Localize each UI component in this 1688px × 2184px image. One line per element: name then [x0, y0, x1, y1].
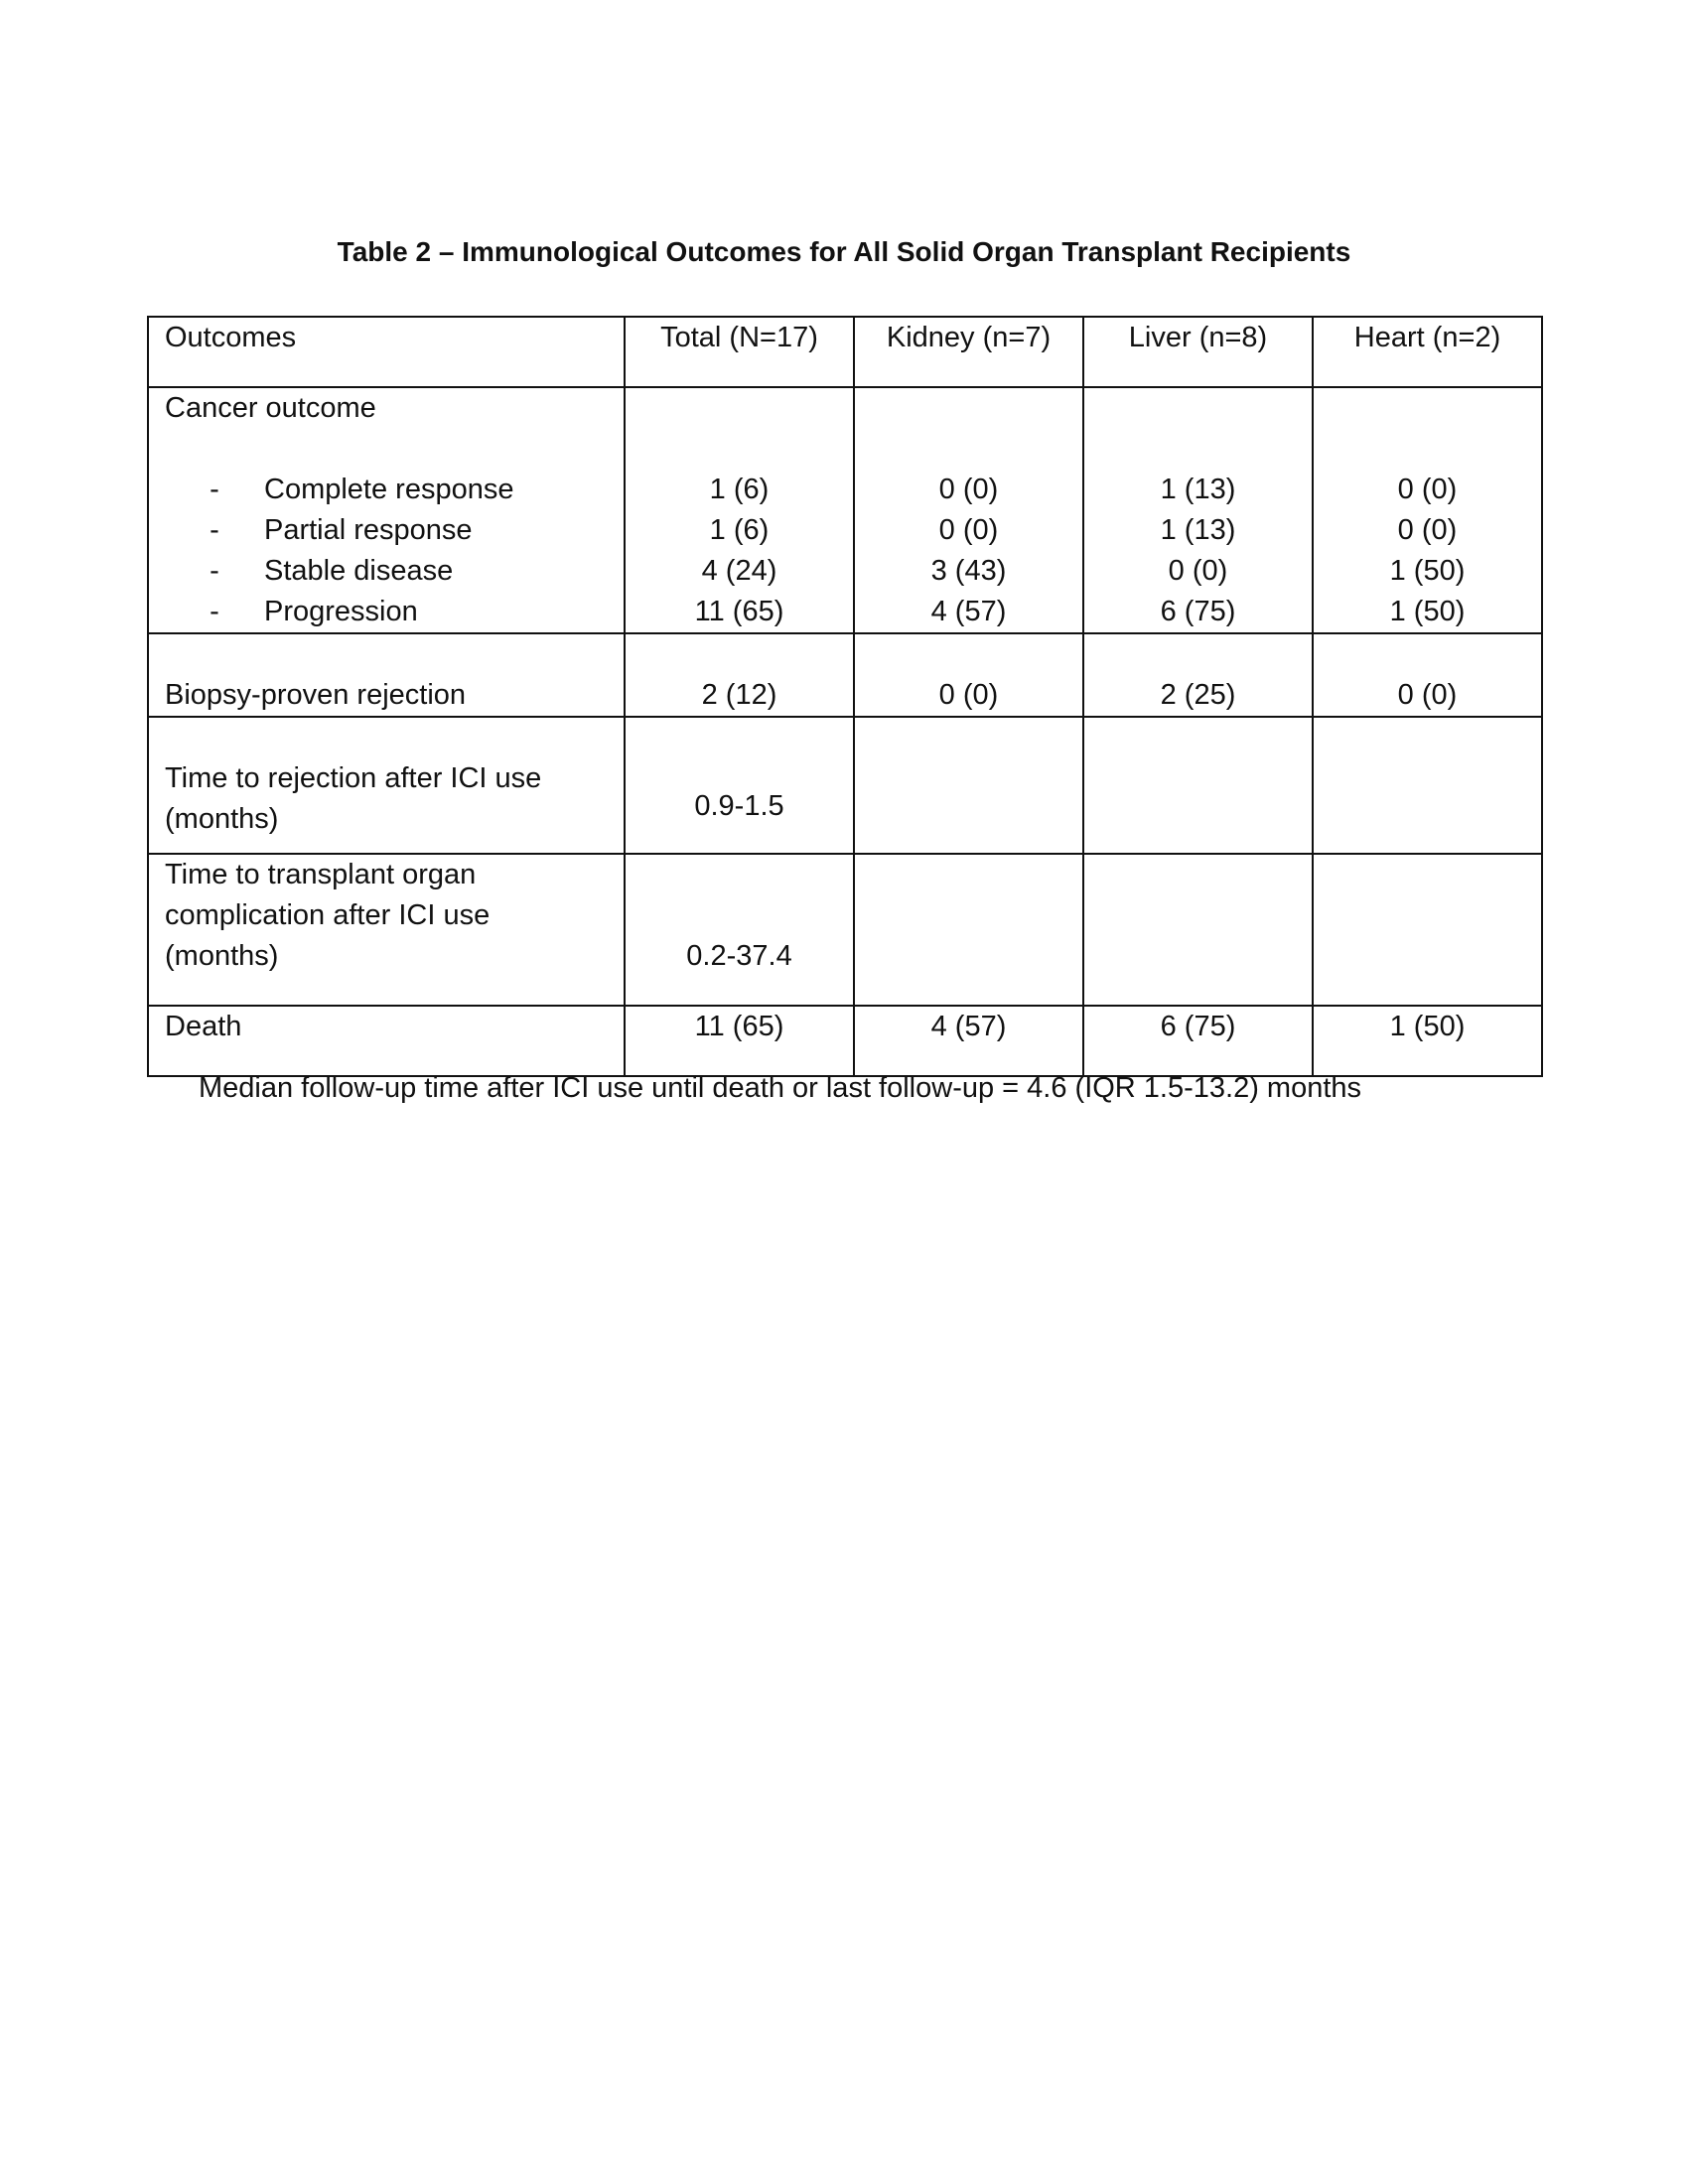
table-cell: 0 (0) [1397, 514, 1458, 546]
table-cell: 0 (0) [1168, 555, 1228, 587]
outcomes-table [147, 316, 1543, 1077]
table-cell: 1 (13) [1160, 514, 1236, 546]
rejection-time-label-line1: Time to rejection after ICI use [165, 762, 542, 794]
progression-label: Progression [264, 596, 418, 627]
table-cell: 2 (25) [1160, 679, 1236, 711]
rejection-time-label-cell [148, 717, 625, 854]
rejection-time-label-line2: (months) [165, 803, 279, 835]
header-outcomes: Outcomes [148, 317, 625, 387]
list-item [165, 592, 624, 632]
table-cell: 1 (50) [1389, 555, 1466, 587]
list-dash: - [210, 596, 219, 627]
list-item [165, 510, 624, 551]
table-cell-empty [1313, 717, 1542, 854]
table-cell: 1 (50) [1313, 1006, 1542, 1076]
stable-disease-label: Stable disease [264, 555, 454, 587]
complete-response-label: Complete response [264, 474, 514, 505]
header-heart: Heart (n=2) [1313, 317, 1542, 387]
list-dash: - [210, 474, 219, 505]
table-cell: 1 (6) [709, 474, 770, 505]
list-item [165, 551, 624, 592]
table-cell: 0 (0) [938, 514, 999, 546]
table-title: Table 2 – Immunological Outcomes for All Solid Organ Transplant Recipients [337, 236, 1351, 267]
complication-time-label-line1: Time to transplant organ [165, 859, 477, 890]
table-cell: 4 (57) [854, 1006, 1083, 1076]
table-cell: 3 (43) [930, 555, 1007, 587]
cancer-outcome-label-cell [148, 387, 625, 633]
rejection-time-total: 0.9-1.5 [694, 790, 784, 822]
rejection-time-row [148, 717, 1542, 854]
table-cell: 1 (6) [709, 514, 770, 546]
table-cell: 4 (24) [701, 555, 777, 587]
list-item [165, 470, 624, 510]
table-cell: 0 (0) [1397, 474, 1458, 505]
table-cell: 1 (13) [1160, 474, 1236, 505]
table-cell-empty [1083, 854, 1313, 1006]
table-footnote: Median follow-up time after ICI use until death or last follow-up = 4.6 (IQR 1.5-13.2) months [199, 1072, 1362, 1104]
list-dash: - [210, 514, 219, 546]
biopsy-rejection-row [148, 633, 1542, 717]
table-cell-empty [854, 717, 1083, 854]
header-total: Total (N=17) [625, 317, 854, 387]
cancer-outcome-total-cell [625, 387, 854, 633]
table-header-row [148, 317, 1542, 387]
cancer-outcome-liver-cell [1083, 387, 1313, 633]
complication-time-row [148, 854, 1542, 1006]
cancer-outcome-heart-cell [1313, 387, 1542, 633]
biopsy-label: Biopsy-proven rejection [165, 679, 467, 711]
table-cell: 0 (0) [1397, 679, 1458, 711]
table-cell-empty [1083, 717, 1313, 854]
table-cell: 11 (65) [625, 1006, 854, 1076]
list-dash: - [210, 555, 219, 587]
cancer-outcome-row [148, 387, 1542, 633]
header-kidney: Kidney (n=7) [854, 317, 1083, 387]
complication-time-label-line2: complication after ICI use [165, 899, 491, 931]
header-liver: Liver (n=8) [1083, 317, 1313, 387]
partial-response-label: Partial response [264, 514, 473, 546]
table-cell: 0 (0) [938, 474, 999, 505]
cancer-outcome-label: Cancer outcome [165, 392, 376, 424]
death-label: Death [148, 1006, 625, 1076]
biopsy-label-cell [148, 633, 625, 717]
table-cell: 6 (75) [1160, 596, 1236, 627]
table-cell: 6 (75) [1083, 1006, 1313, 1076]
table-cell: 2 (12) [701, 679, 777, 711]
cancer-outcome-sublist [165, 470, 624, 632]
table-cell-empty [1313, 854, 1542, 1006]
death-row [148, 1006, 1542, 1076]
table-cell: 4 (57) [930, 596, 1007, 627]
complication-time-label-cell [148, 854, 625, 1006]
complication-time-label-line3: (months) [165, 940, 279, 972]
complication-time-total: 0.2-37.4 [686, 940, 792, 972]
table-cell: 1 (50) [1389, 596, 1466, 627]
table-cell: 0 (0) [938, 679, 999, 711]
cancer-outcome-kidney-cell [854, 387, 1083, 633]
table-cell: 11 (65) [694, 596, 784, 627]
table-cell-empty [854, 854, 1083, 1006]
